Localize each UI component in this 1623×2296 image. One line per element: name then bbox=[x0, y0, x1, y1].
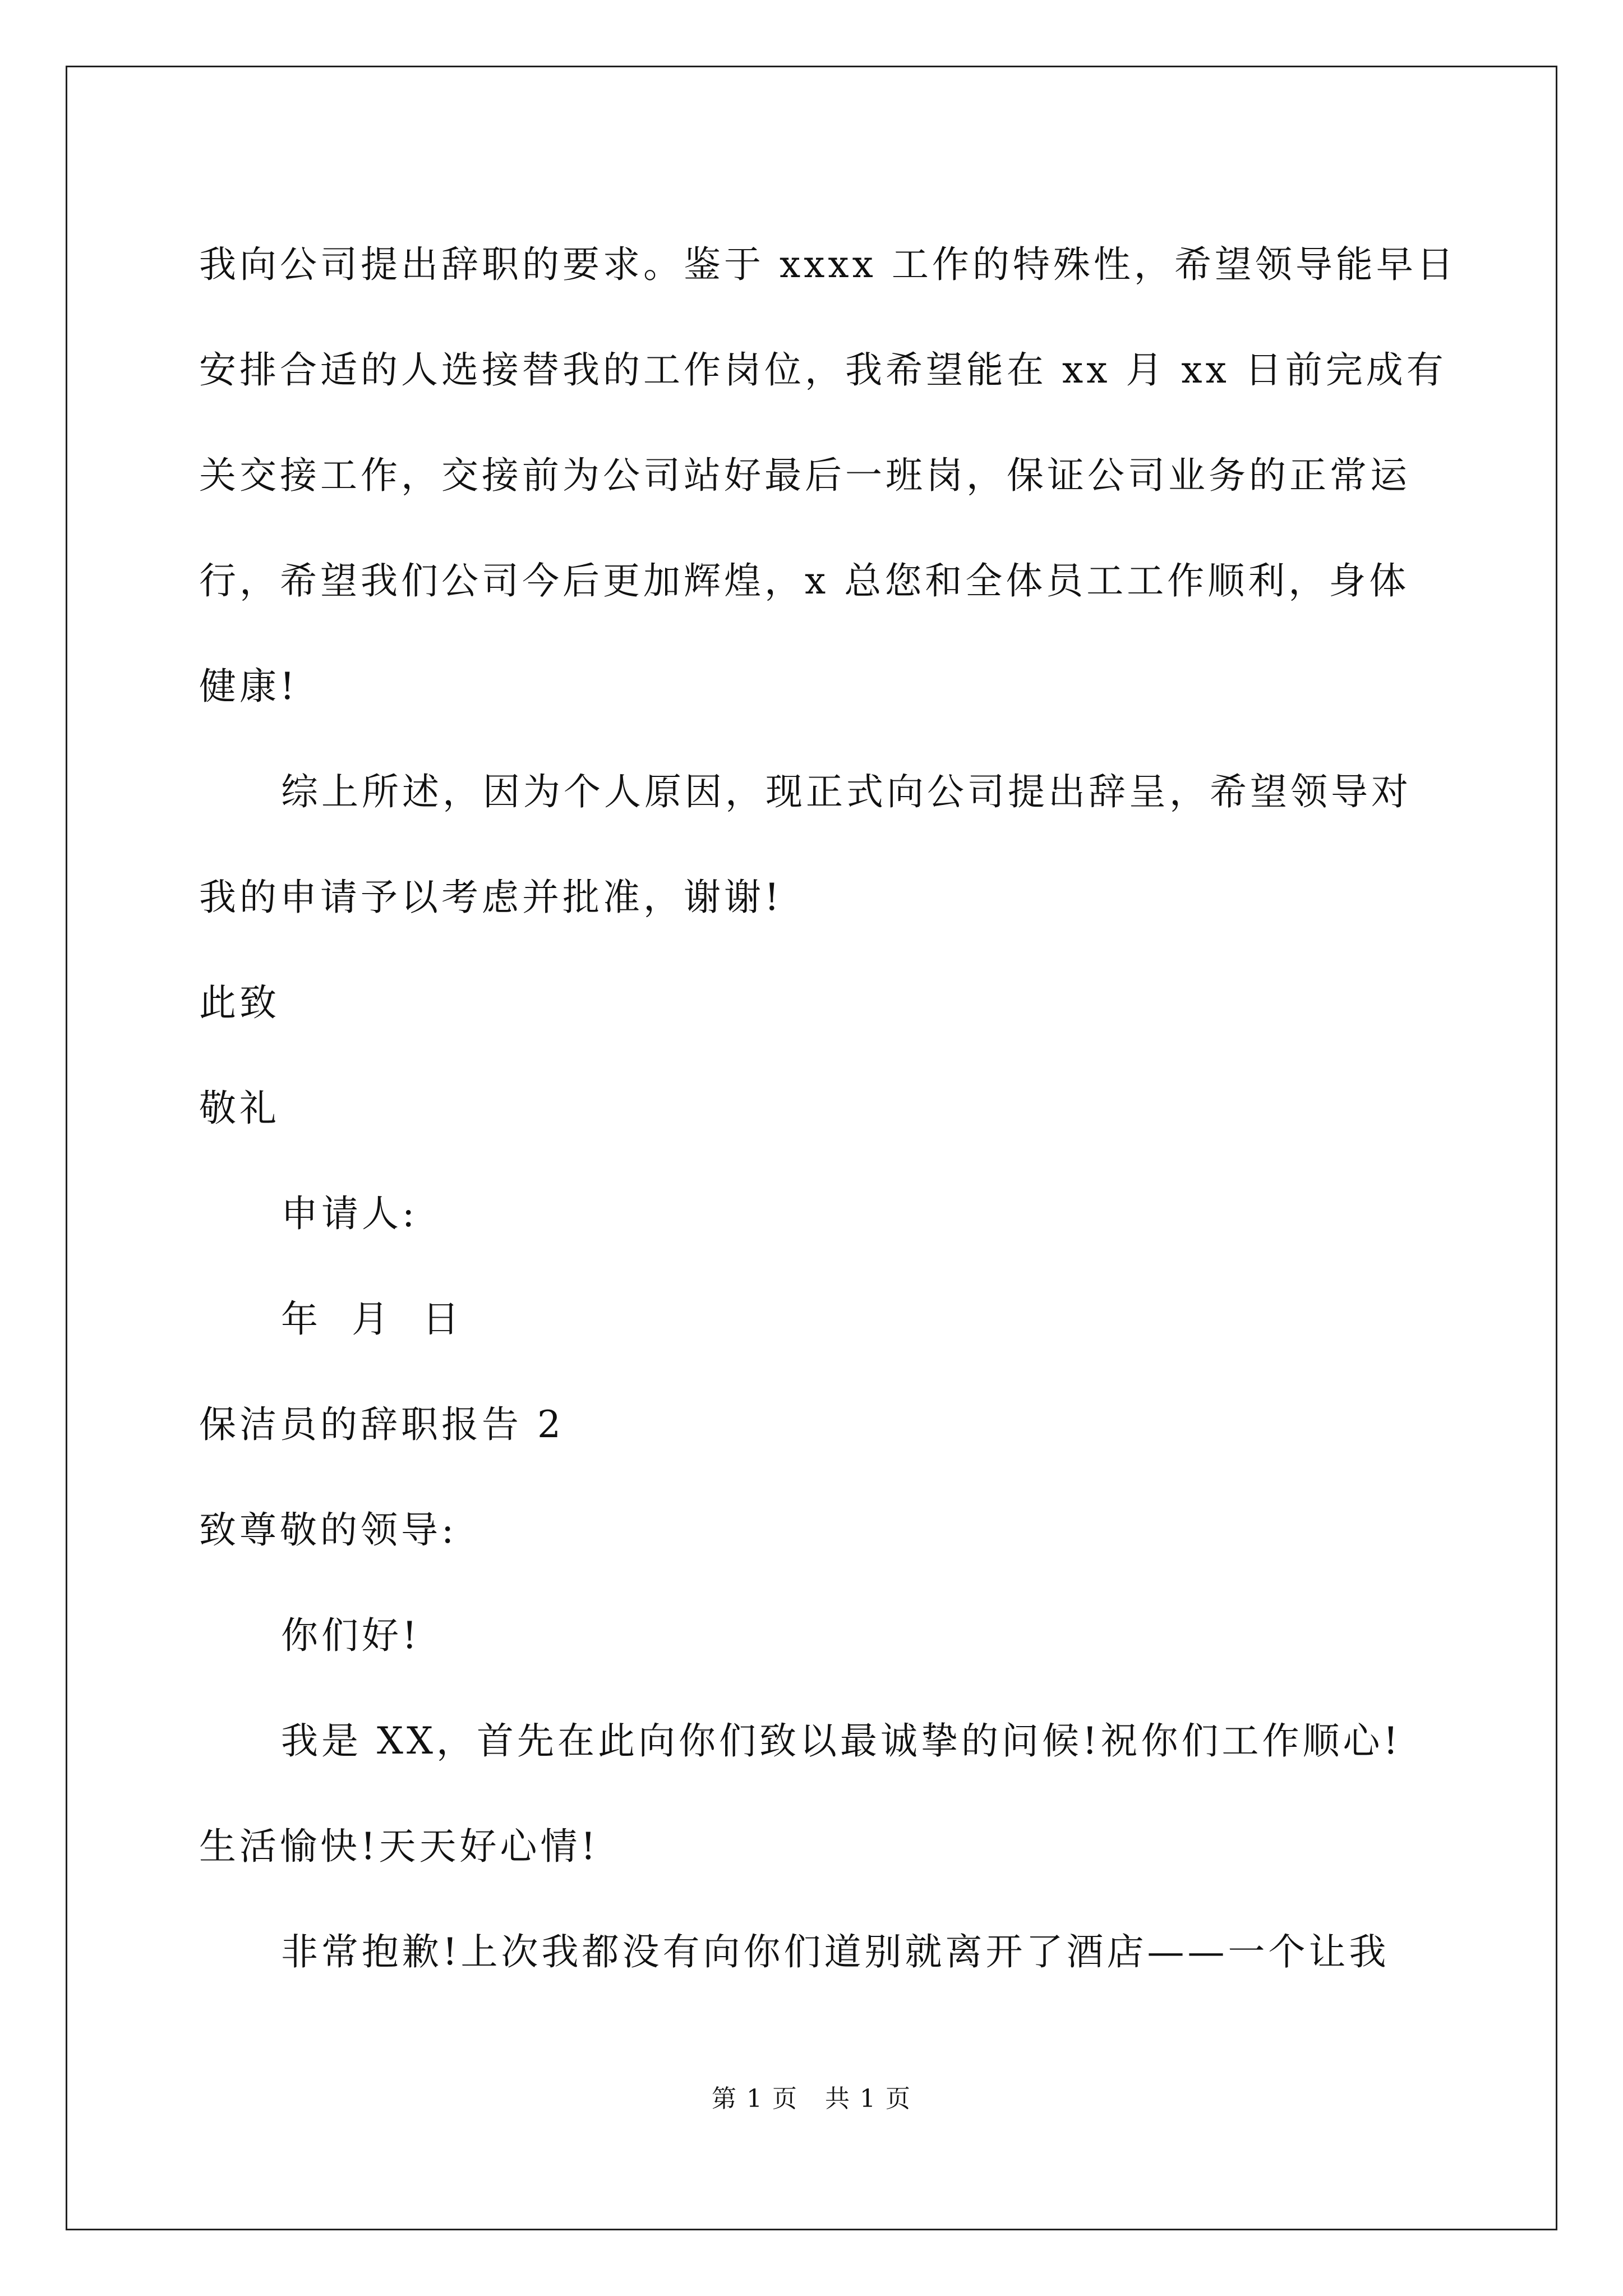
paragraph-line: 健康! bbox=[199, 665, 298, 708]
closing-line: 此致 bbox=[199, 981, 280, 1024]
closing-line: 敬礼 bbox=[199, 1087, 280, 1130]
paragraph-line: 关交接工作，交接前为公司站好最后一班岗，保证公司业务的正常运 bbox=[199, 454, 1410, 497]
date-line: 年 月 日 bbox=[281, 1297, 463, 1341]
paragraph-line: 我的申请予以考虑并批准，谢谢! bbox=[199, 876, 783, 919]
paragraph-line: 我向公司提出辞职的要求。鉴于 xxxx 工作的特殊性，希望领导能早日 bbox=[199, 243, 1457, 286]
paragraph-line: 行，希望我们公司今后更加辉煌，x 总您和全体员工工作顺利，身体 bbox=[199, 559, 1410, 602]
paragraph-line: 安排合适的人选接替我的工作岗位，我希望能在 xx 月 xx 日前完成有 bbox=[199, 348, 1447, 392]
greeting-line: 你们好! bbox=[281, 1614, 421, 1657]
paragraph-line: 我是 XX，首先在此向你们致以最诚挚的问候!祝你们工作顺心! bbox=[281, 1719, 1401, 1763]
paragraph-line: 非常抱歉!上次我都没有向你们道别就离开了酒店——一个让我 bbox=[281, 1930, 1390, 1973]
document-body bbox=[199, 212, 1455, 2005]
paragraph-line: 综上所述，因为个人原因，现正式向公司提出辞呈，希望领导对 bbox=[281, 770, 1412, 813]
section-title: 保洁员的辞职报告 2 bbox=[199, 1403, 564, 1446]
applicant-line: 申请人: bbox=[281, 1192, 418, 1235]
salutation-line: 致尊敬的领导: bbox=[199, 1508, 458, 1552]
paragraph-line: 生活愉快!天天好心情! bbox=[199, 1825, 600, 1868]
page-number-footer: 第 1 页 共 1 页 bbox=[712, 2085, 911, 2113]
